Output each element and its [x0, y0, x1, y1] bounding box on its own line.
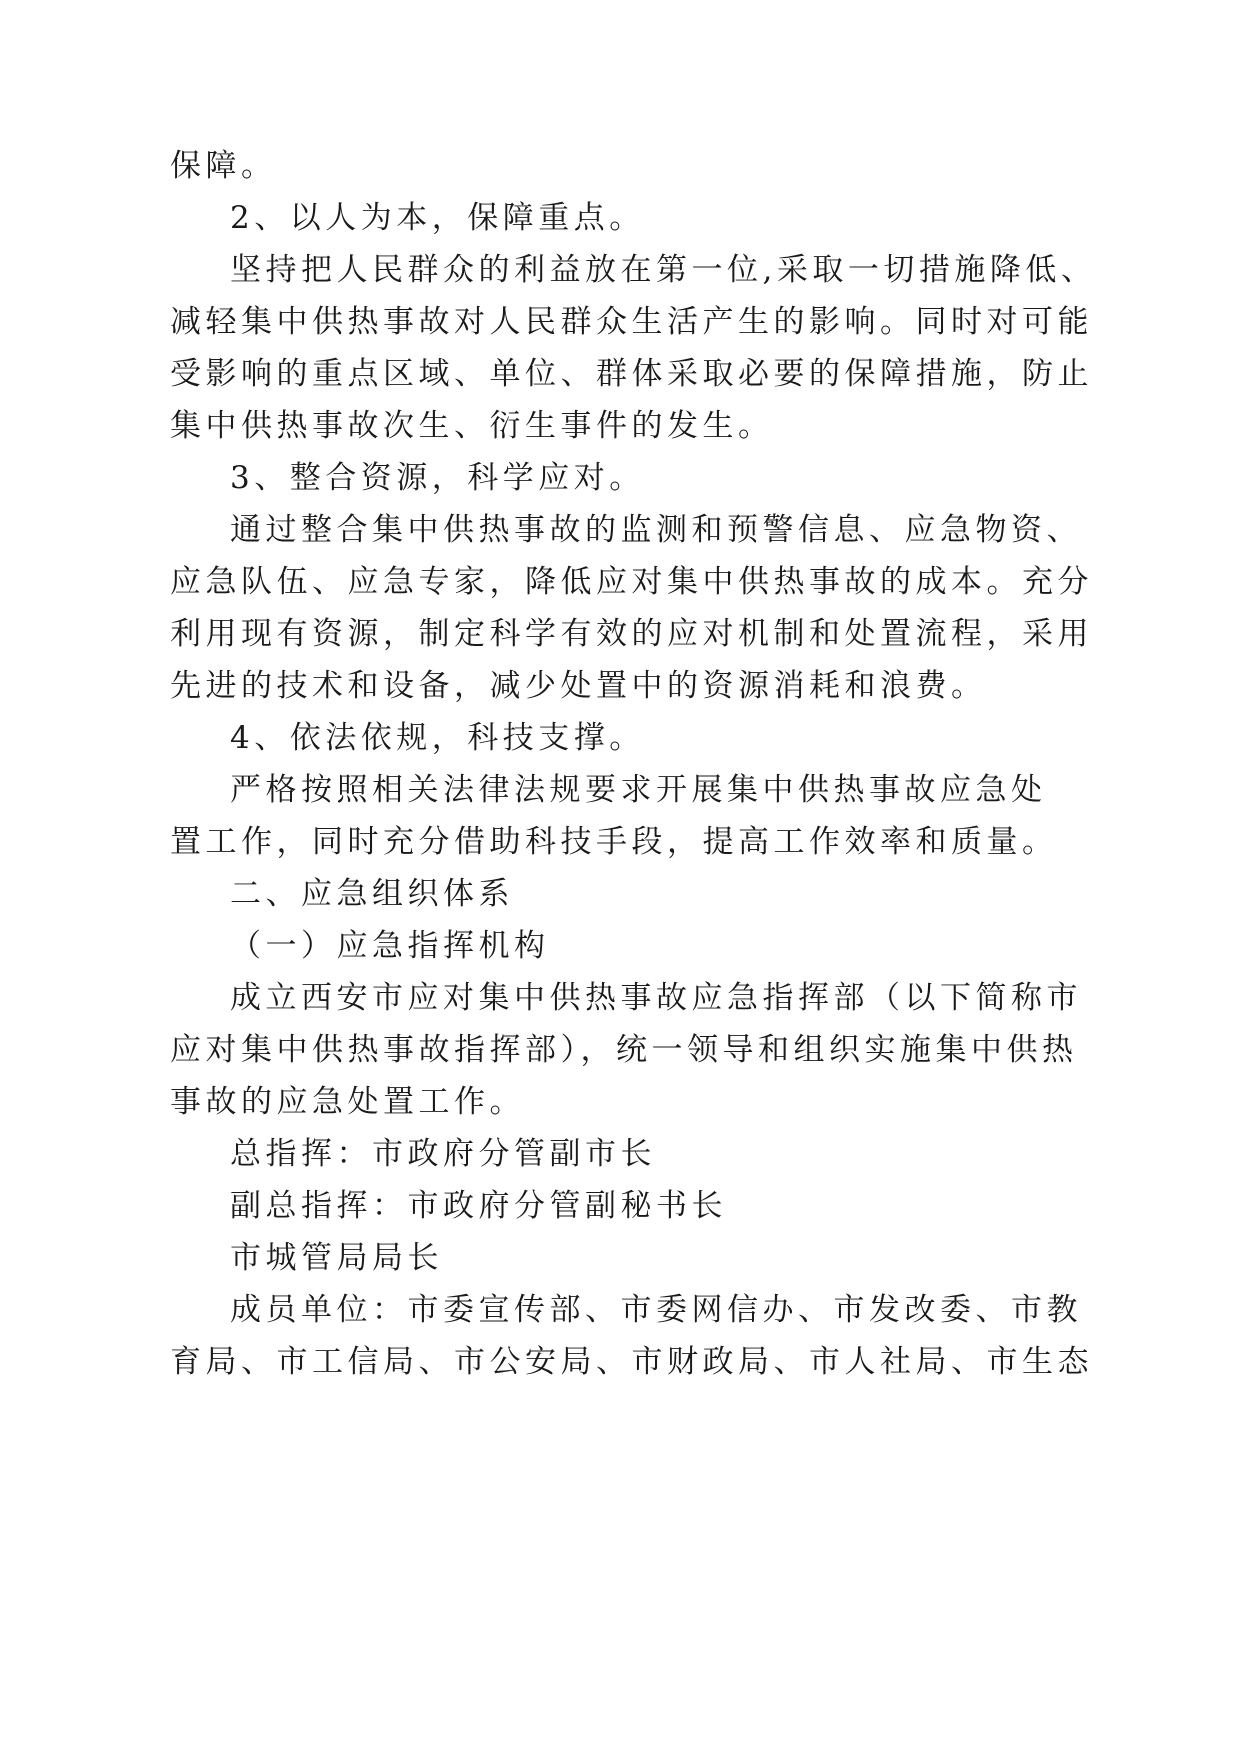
chapter-heading: 二、应急组织体系	[230, 876, 514, 912]
text-line-13: 严格按照相关法律法规要求开展集中供热事故应急处	[230, 772, 1047, 808]
deputy-commander-line-2: 市城管局局长	[230, 1240, 443, 1276]
text-line-4: 减轻集中供热事故对人民群众生活产生的影响。同时对可能	[170, 304, 1093, 340]
text-line-14: 置工作，同时充分借助科技手段，提高工作效率和质量。	[170, 824, 1058, 860]
text-line-5: 受影响的重点区域、单位、群体采取必要的保障措施，防止	[170, 356, 1093, 392]
text-line-9: 应急队伍、应急专家，降低应对集中供热事故的成本。充分	[170, 564, 1093, 600]
text-line-24: 育局、市工信局、市公安局、市财政局、市人社局、市生态	[170, 1344, 1093, 1380]
deputy-commander-line: 副总指挥：市政府分管副秘书长	[230, 1188, 727, 1224]
member-units-line: 成员单位：市委宣传部、市委网信办、市发改委、市教	[230, 1292, 1082, 1328]
text-line-1: 保障。	[170, 148, 277, 184]
text-line-8: 通过整合集中供热事故的监测和预警信息、应急物资、	[230, 512, 1082, 548]
section-heading-2: 2、以人为本，保障重点。	[230, 200, 645, 236]
text-line-18: 应对集中供热事故指挥部），统一领导和组织实施集中供热	[170, 1032, 1078, 1068]
section-heading-3: 3、整合资源，科学应对。	[230, 460, 645, 496]
text-line-11: 先进的技术和设备，减少处置中的资源消耗和浪费。	[170, 668, 987, 704]
commander-line: 总指挥：市政府分管副市长	[230, 1136, 656, 1172]
text-line-10: 利用现有资源，制定科学有效的应对机制和处置流程，采用	[170, 616, 1093, 652]
subsection-heading: （一）应急指挥机构	[230, 928, 550, 964]
section-heading-4: 4、依法依规，科技支撑。	[230, 720, 645, 756]
text-line-17: 成立西安市应对集中供热事故应急指挥部（以下简称市	[230, 980, 1082, 1016]
text-line-6: 集中供热事故次生、衍生事件的发生。	[170, 408, 774, 444]
text-line-3: 坚持把人民群众的利益放在第一位,采取一切措施降低、	[230, 252, 1097, 288]
text-line-19: 事故的应急处置工作。	[170, 1084, 525, 1120]
